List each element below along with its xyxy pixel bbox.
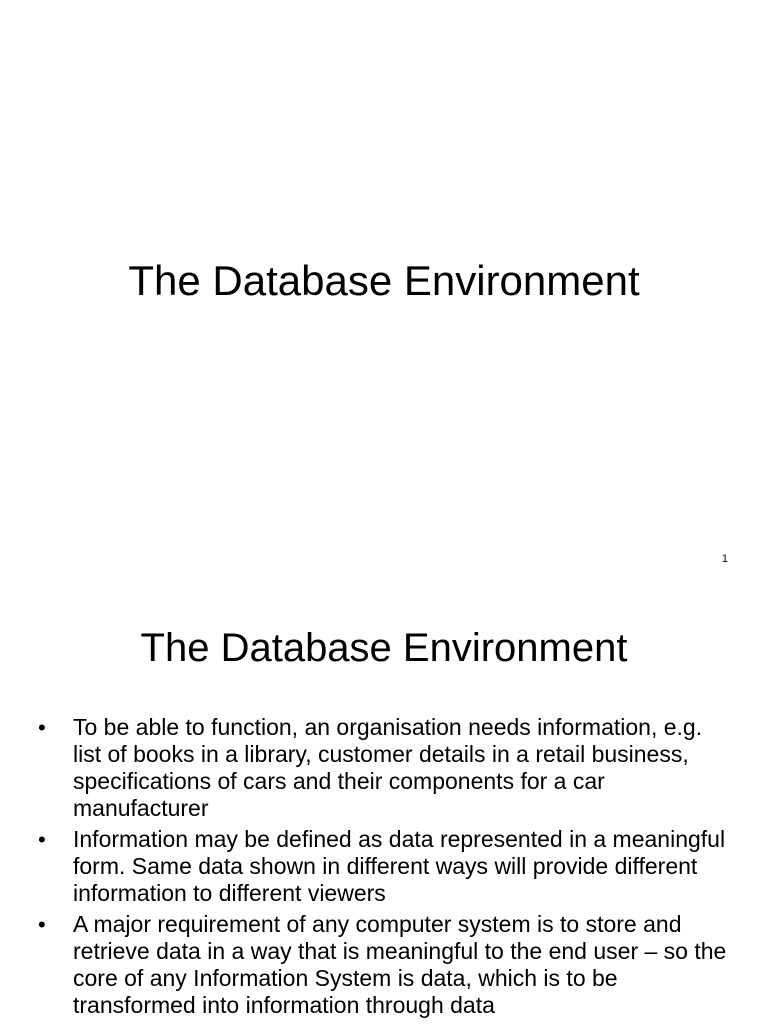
slide-2-title: The Database Environment xyxy=(140,626,628,670)
slide-1-title: The Database Environment xyxy=(128,257,640,304)
bullet-marker: • xyxy=(38,827,46,852)
slide-number: 1 xyxy=(721,553,728,565)
bullet-item xyxy=(32,826,732,907)
bullet-text: A major requirement of any computer system is to store and retrieve data in a way that is meaningful to the end user – so the core of any Information System is data, which is to be transformed into information through data xyxy=(73,911,727,1018)
bullet-marker: • xyxy=(38,715,46,740)
bullet-list xyxy=(32,714,732,1023)
bullet-item xyxy=(32,911,732,1019)
bullet-text: Information may be defined as data represented in a meaningful form. Same data shown in different ways will provide different information to different viewers xyxy=(73,826,726,906)
bullet-text: To be able to function, an organisation needs information, e.g. list of books in a library, customer details in a retail business, specifications of cars and their components for a car manufacturer xyxy=(73,714,703,821)
bullet-marker: • xyxy=(38,912,46,937)
slide-2 xyxy=(0,576,768,1024)
bullet-item xyxy=(32,714,732,822)
